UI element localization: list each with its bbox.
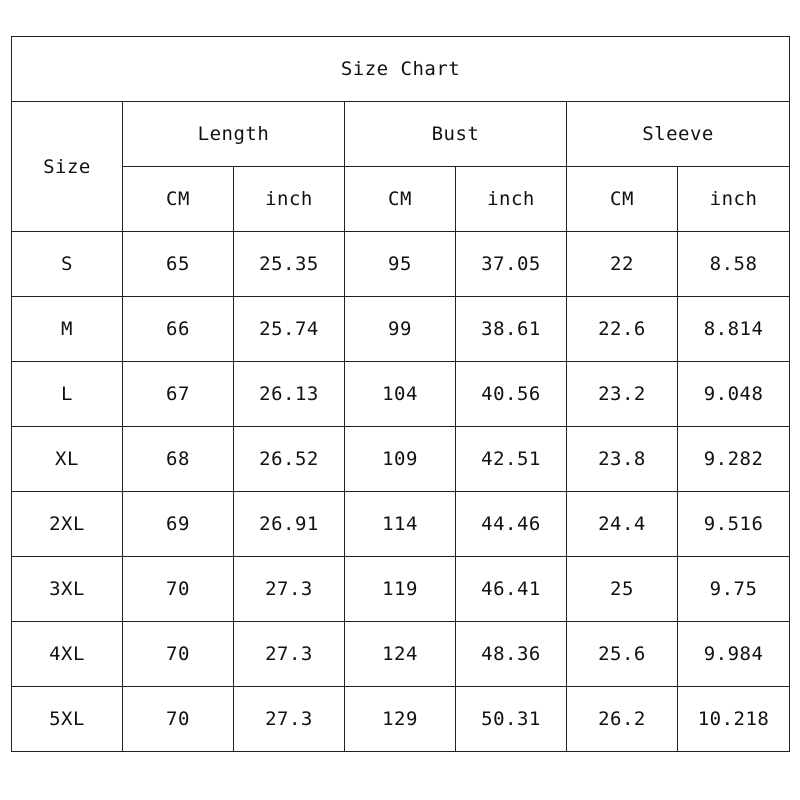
size-cell: L (12, 362, 123, 427)
bust-cm-cell: 109 (345, 427, 456, 492)
length-cm-cell: 70 (123, 687, 234, 752)
sleeve-inch-cell: 9.516 (678, 492, 790, 557)
sleeve-cm-cell: 26.2 (567, 687, 678, 752)
bust-cm-header: CM (345, 167, 456, 232)
sleeve-inch-header: inch (678, 167, 790, 232)
bust-inch-cell: 40.56 (456, 362, 567, 427)
length-inch-header: inch (234, 167, 345, 232)
bust-inch-cell: 46.41 (456, 557, 567, 622)
size-rows (12, 232, 790, 752)
table-row (12, 557, 790, 622)
size-chart-table (11, 36, 790, 752)
length-cm-cell: 70 (123, 622, 234, 687)
bust-cm-cell: 95 (345, 232, 456, 297)
table-row (12, 687, 790, 752)
length-inch-cell: 26.52 (234, 427, 345, 492)
sleeve-cm-cell: 25 (567, 557, 678, 622)
sleeve-cm-cell: 25.6 (567, 622, 678, 687)
bust-inch-cell: 42.51 (456, 427, 567, 492)
sleeve-header: Sleeve (567, 102, 790, 167)
length-inch-cell: 25.74 (234, 297, 345, 362)
length-inch-cell: 27.3 (234, 687, 345, 752)
size-cell: 2XL (12, 492, 123, 557)
table-row (12, 362, 790, 427)
bust-cm-cell: 129 (345, 687, 456, 752)
size-cell: XL (12, 427, 123, 492)
length-inch-cell: 27.3 (234, 557, 345, 622)
bust-inch-cell: 38.61 (456, 297, 567, 362)
length-cm-cell: 69 (123, 492, 234, 557)
length-inch-cell: 26.91 (234, 492, 345, 557)
sleeve-cm-cell: 23.8 (567, 427, 678, 492)
sleeve-inch-cell: 8.58 (678, 232, 790, 297)
length-cm-cell: 67 (123, 362, 234, 427)
length-cm-cell: 65 (123, 232, 234, 297)
length-inch-cell: 26.13 (234, 362, 345, 427)
sleeve-cm-cell: 23.2 (567, 362, 678, 427)
bust-inch-cell: 37.05 (456, 232, 567, 297)
bust-cm-cell: 104 (345, 362, 456, 427)
size-cell: S (12, 232, 123, 297)
bust-inch-header: inch (456, 167, 567, 232)
size-cell: 5XL (12, 687, 123, 752)
size-cell: 3XL (12, 557, 123, 622)
sleeve-inch-cell: 10.218 (678, 687, 790, 752)
length-header: Length (123, 102, 345, 167)
length-cm-cell: 70 (123, 557, 234, 622)
length-cm-cell: 66 (123, 297, 234, 362)
length-inch-cell: 27.3 (234, 622, 345, 687)
chart-title: Size Chart (12, 37, 790, 102)
table-row (12, 427, 790, 492)
sleeve-inch-cell: 9.984 (678, 622, 790, 687)
sleeve-cm-cell: 22 (567, 232, 678, 297)
sleeve-inch-cell: 9.75 (678, 557, 790, 622)
sleeve-inch-cell: 8.814 (678, 297, 790, 362)
sleeve-cm-cell: 24.4 (567, 492, 678, 557)
bust-cm-cell: 119 (345, 557, 456, 622)
size-cell: 4XL (12, 622, 123, 687)
table-row (12, 297, 790, 362)
length-cm-cell: 68 (123, 427, 234, 492)
size-header: Size (12, 102, 123, 232)
bust-inch-cell: 50.31 (456, 687, 567, 752)
table-row (12, 492, 790, 557)
table-row (12, 232, 790, 297)
sleeve-inch-cell: 9.282 (678, 427, 790, 492)
sleeve-inch-cell: 9.048 (678, 362, 790, 427)
sleeve-cm-header: CM (567, 167, 678, 232)
table-row (12, 622, 790, 687)
bust-inch-cell: 44.46 (456, 492, 567, 557)
length-cm-header: CM (123, 167, 234, 232)
size-cell: M (12, 297, 123, 362)
bust-cm-cell: 99 (345, 297, 456, 362)
bust-cm-cell: 114 (345, 492, 456, 557)
bust-cm-cell: 124 (345, 622, 456, 687)
sleeve-cm-cell: 22.6 (567, 297, 678, 362)
length-inch-cell: 25.35 (234, 232, 345, 297)
bust-header: Bust (345, 102, 567, 167)
bust-inch-cell: 48.36 (456, 622, 567, 687)
